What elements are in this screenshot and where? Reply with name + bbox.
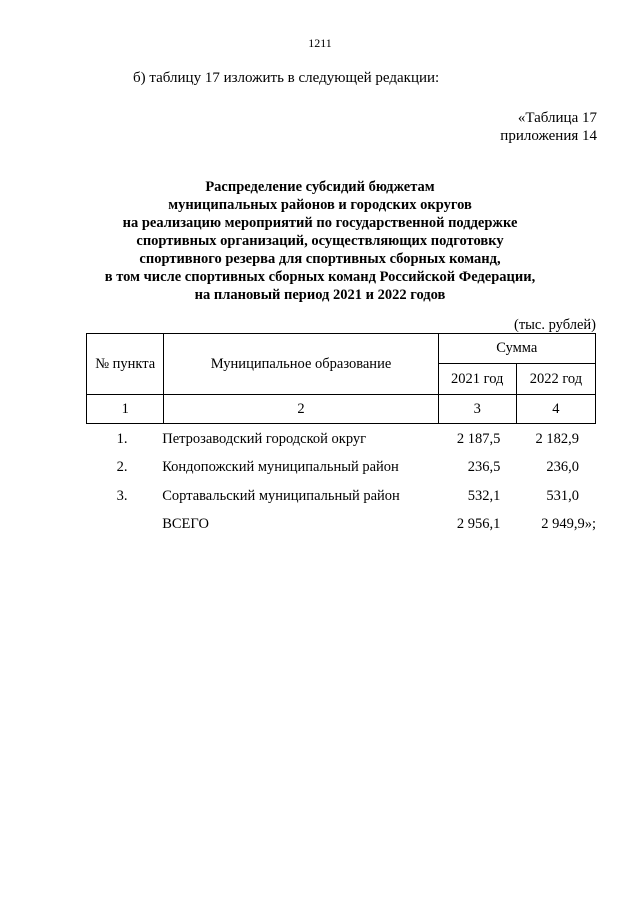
table-row xyxy=(86,482,596,511)
row-value-2021: 236,5 xyxy=(467,459,501,476)
row-number: 1. xyxy=(116,430,128,447)
row-value-2021: 2 187,5 xyxy=(456,430,501,447)
table-reference-line-2: приложения 14 xyxy=(500,128,597,144)
amendment-instruction: б) таблицу 17 изложить в следующей редакции: xyxy=(133,70,440,86)
header-number: № пункта xyxy=(87,334,164,395)
page-number: 1211 xyxy=(308,36,332,50)
row-number: 3. xyxy=(116,487,128,504)
row-value-2022: 236,0 xyxy=(546,459,579,476)
row-municipality: Петрозаводский городской округ xyxy=(162,430,367,447)
total-value-2021: 2 956,1 xyxy=(456,516,501,533)
column-number-3: 3 xyxy=(438,395,516,424)
header-year-2022: 2022 год xyxy=(516,364,595,395)
row-value-2022: 531,0 xyxy=(546,487,579,504)
header-municipality: Муниципальное образование xyxy=(164,334,438,395)
table-total-row xyxy=(86,511,596,540)
column-number-2: 2 xyxy=(164,395,438,424)
title-line: Распределение субсидий бюджетам xyxy=(205,179,435,195)
title-line: на плановый период 2021 и 2022 годов xyxy=(194,287,446,303)
title-line: на реализацию мероприятий по государственной поддержке xyxy=(122,215,518,231)
table-reference-line-1: «Таблица 17 xyxy=(517,110,597,126)
row-number: 2. xyxy=(116,459,128,476)
row-value-2021: 532,1 xyxy=(467,487,501,504)
table-row xyxy=(86,425,596,454)
document-title xyxy=(0,178,640,304)
title-line: в том числе спортивных сборных команд Российской Федерации, xyxy=(104,269,536,285)
title-line: спортивного резерва для спортивных сборных команд, xyxy=(139,251,501,267)
header-year-2021: 2021 год xyxy=(438,364,516,395)
total-label: ВСЕГО xyxy=(162,516,209,533)
column-number-4: 4 xyxy=(516,395,595,424)
title-line: муниципальных районов и городских округов xyxy=(168,197,472,213)
row-municipality: Сортавальский муниципальный район xyxy=(162,487,400,504)
total-value-2022: 2 949,9»; xyxy=(541,516,596,533)
table-row xyxy=(86,454,596,483)
column-number-1: 1 xyxy=(87,395,164,424)
units-label: (тыс. рублей) xyxy=(514,317,596,333)
title-line: спортивных организаций, осуществляющих подготовку xyxy=(136,233,504,249)
table-body xyxy=(86,425,596,539)
row-municipality: Кондопожский муниципальный район xyxy=(162,459,399,476)
header-sum: Сумма xyxy=(438,334,595,364)
row-value-2022: 2 182,9 xyxy=(535,430,579,447)
table-header xyxy=(86,333,596,424)
